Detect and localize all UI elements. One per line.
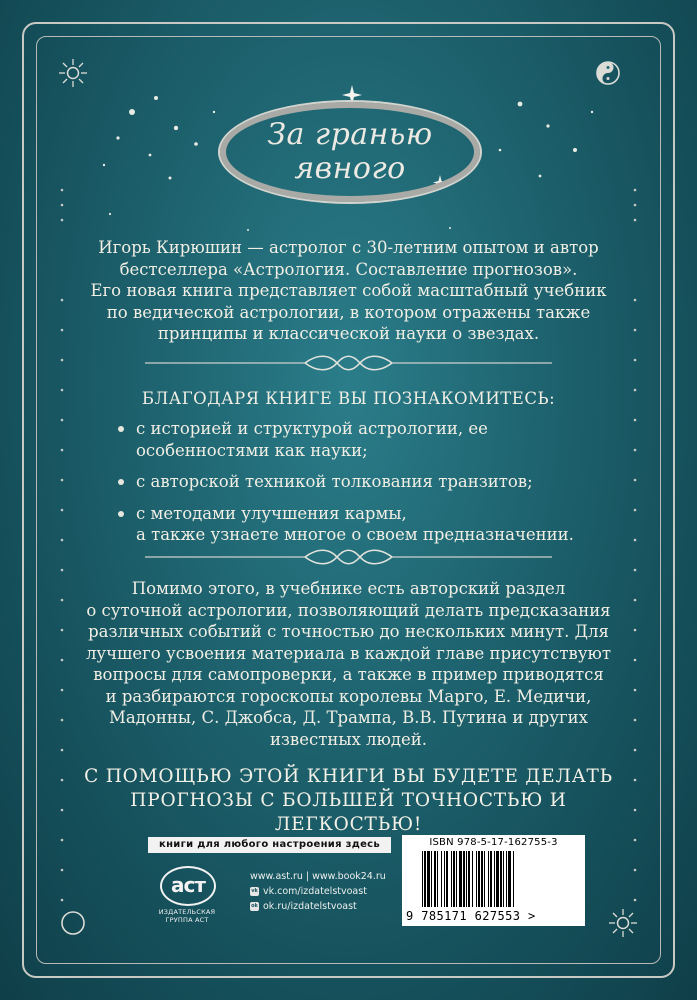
list-item-line: с авторской техникой толкования транзитов; <box>136 472 533 491</box>
ok-icon: ok <box>251 903 258 909</box>
closing-line: С ПОМОЩЬЮ ЭТОЙ КНИГИ ВЫ БУДЕТЕ ДЕЛАТЬ <box>84 766 613 787</box>
barcode-bar <box>463 851 465 907</box>
flourish-divider-icon <box>145 546 552 568</box>
barcode-bar <box>427 851 430 907</box>
barcode-bar <box>494 851 495 907</box>
vk-icon: vk <box>251 888 258 894</box>
website-links-text: www.ast.ru | www.book24.ru <box>250 871 386 882</box>
barcode-bar <box>456 851 457 907</box>
list-item-line: а также узнаете многое о своем предназначении. <box>136 525 574 544</box>
intro-line: бестселлера «Астрология. Составление прогнозов». <box>119 259 578 279</box>
paragraph-line: вопросы для самопроверки, а также в пример приводятся <box>93 665 604 684</box>
yin-yang-icon <box>593 58 623 88</box>
intro-line: Его новая книга представляет собой масштабный учебник <box>90 281 607 300</box>
paragraph-line: различных событий с точностью до нескольких минут. Для <box>88 622 609 641</box>
barcode-bar <box>434 851 436 907</box>
barcode-bar <box>506 851 507 907</box>
series-title-line2: явного <box>294 151 406 186</box>
ok-link-text: ok.ru/izdatelstvoast <box>263 901 357 912</box>
barcode-bar <box>503 851 504 907</box>
feature-list <box>118 418 598 556</box>
barcode-bar <box>484 851 485 907</box>
intro-line: принципы и классической науки о звездах. <box>157 324 540 343</box>
paragraph-line: Мадонны, С. Джобса, Д. Трампа, В.В. Путина и других <box>109 708 588 727</box>
barcode-bar <box>459 851 462 907</box>
bullet-icon <box>118 511 124 517</box>
barcode-bar <box>488 851 489 907</box>
paragraph-line: Помимо этого, в учебнике есть авторский раздел <box>131 579 566 598</box>
barcode-bar <box>453 851 455 907</box>
description-paragraph <box>60 578 637 750</box>
flourish-divider-icon <box>145 352 552 374</box>
publisher-logo <box>152 866 220 924</box>
vk-link-text: vk.com/izdatelstvoast <box>263 886 367 897</box>
list-item <box>118 471 598 493</box>
sun-icon <box>608 908 638 938</box>
barcode <box>420 851 570 907</box>
barcode-bar <box>468 851 470 907</box>
paragraph-line: о суточной астрологии, позволяющий делать предсказания <box>86 600 611 620</box>
list-item-line: с методами улучшения кармы, <box>136 503 407 523</box>
closing-line: ПРОГНОЗЫ С БОЛЬШЕЙ ТОЧНОСТЬЮ И ЛЕГКОСТЬЮ! <box>130 790 567 835</box>
publisher-links <box>250 869 386 914</box>
list-item <box>118 418 598 461</box>
barcode-bar <box>424 851 426 907</box>
barcode-bar <box>481 851 483 907</box>
isbn-number: ISBN 978-5-17-162755-3 <box>429 837 558 848</box>
barcode-digits: 9 785171 627553 > <box>406 909 536 923</box>
list-item <box>118 503 598 546</box>
intro-paragraph <box>60 237 637 345</box>
list-item-line: с историей и структурой астрологии, ее <box>136 419 488 438</box>
barcode-bar <box>496 851 499 907</box>
barcode-bar <box>441 851 442 907</box>
barcode-bar <box>431 851 432 907</box>
paragraph-line: и разбираются гороскопы королевы Марго, Е. Медичи, <box>105 686 592 706</box>
intro-line: по ведической астрологии, в котором отражены также <box>106 302 591 322</box>
isbn-barcode-box <box>402 835 585 926</box>
series-title-line1: За гранью <box>267 117 433 152</box>
barcode-bar <box>513 851 514 907</box>
sun-icon <box>58 58 88 88</box>
barcode-bar <box>451 851 452 907</box>
barcode-bar <box>466 851 467 907</box>
barcode-bar <box>446 851 448 907</box>
publisher-tagline: книги для любого настроения здесь <box>148 837 391 853</box>
barcode-bar <box>422 851 423 907</box>
paragraph-line: известных людей. <box>269 729 428 749</box>
ok-link <box>250 899 386 914</box>
paragraph-line: лучшего усвоения материала в каждой главе присутствуют <box>85 643 612 663</box>
vk-link <box>250 884 386 899</box>
bullet-icon <box>118 426 124 432</box>
section-heading: БЛАГОДАРЯ КНИГЕ ВЫ ПОЗНАКОМИТЕСЬ: <box>141 389 556 408</box>
barcode-bar <box>476 851 477 907</box>
closing-statement <box>60 765 637 837</box>
ast-logo-mark: аст <box>160 866 216 906</box>
barcode-bar <box>490 851 492 907</box>
publisher-logo-caption: ИЗДАТЕЛЬСКАЯ ГРУППА АСТ <box>158 908 216 924</box>
website-links <box>250 869 386 884</box>
barcode-bar <box>437 851 438 907</box>
list-item-line: особенностями как науки; <box>136 440 368 460</box>
bullet-icon <box>118 479 124 485</box>
crescent-moon-icon <box>58 908 88 938</box>
barcode-bar <box>508 851 511 907</box>
intro-line: Игорь Кирюшин — астролог с 30-летним опытом и автор <box>98 238 599 257</box>
barcode-bar <box>444 851 445 907</box>
barcode-bar <box>478 851 480 907</box>
barcode-bar <box>500 851 502 907</box>
series-title-badge <box>218 100 482 204</box>
barcode-bar <box>472 851 473 907</box>
